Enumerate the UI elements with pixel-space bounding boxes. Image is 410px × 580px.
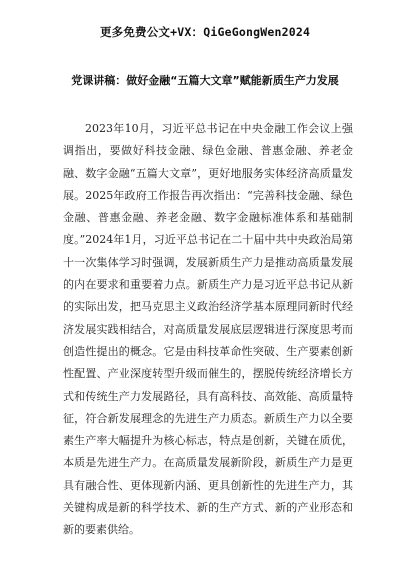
document-title: 党课讲稿：做好金融“五篇大文章”赋能新质生产力发展 — [71, 74, 339, 87]
body-paragraph: 2023年10月，习近平总书记在中央金融工作会议上强调指出，要做好科技金融、绿色金融、普惠金融、养老金融、数字金融“五篇大文章”，更好地服务实体经济高质量发展。2025年政府工作报告再次指出：“完善科技金融、绿色金融、普惠金融、养老金融、数字金融标准体系和基础制度。”2024年1月，习近平总书记在二十届中共中央政治局第十一次集体学习时强调，发展新质生产力是推动高质量发展的内在要求和重要着力点。新质生产力是习近平总书记从新的实际出发，把马克思主义政治经济学基本原理同新时代经济发展实践相结合，对高质量发展底层逻辑进行深度思考而创造性提出的概念。它是由科技革命性突破、生产要素创新性配置、产业深度转型升级而催生的，摆脱传统经济增长方式和传统生产力发展路径，具有高科技、高效能、高质量特征，符合新发展理念的先进生产力质态。新质生产力以全要素生产率大幅提升为核心标志，特点是创新，关键在质优，本质是先进生产力。在高质量发展新阶段，新质生产力是更具有融合性、更体现新内涵、更具创新性的先进生产力，其关键构成是新的科学技术、新的生产方式、新的产业形态和新的要素供给。 — [63, 122, 353, 537]
promo-header: 更多免费公文+VX：QiGeGongWen2024 — [99, 25, 311, 39]
document-body — [63, 118, 353, 542]
